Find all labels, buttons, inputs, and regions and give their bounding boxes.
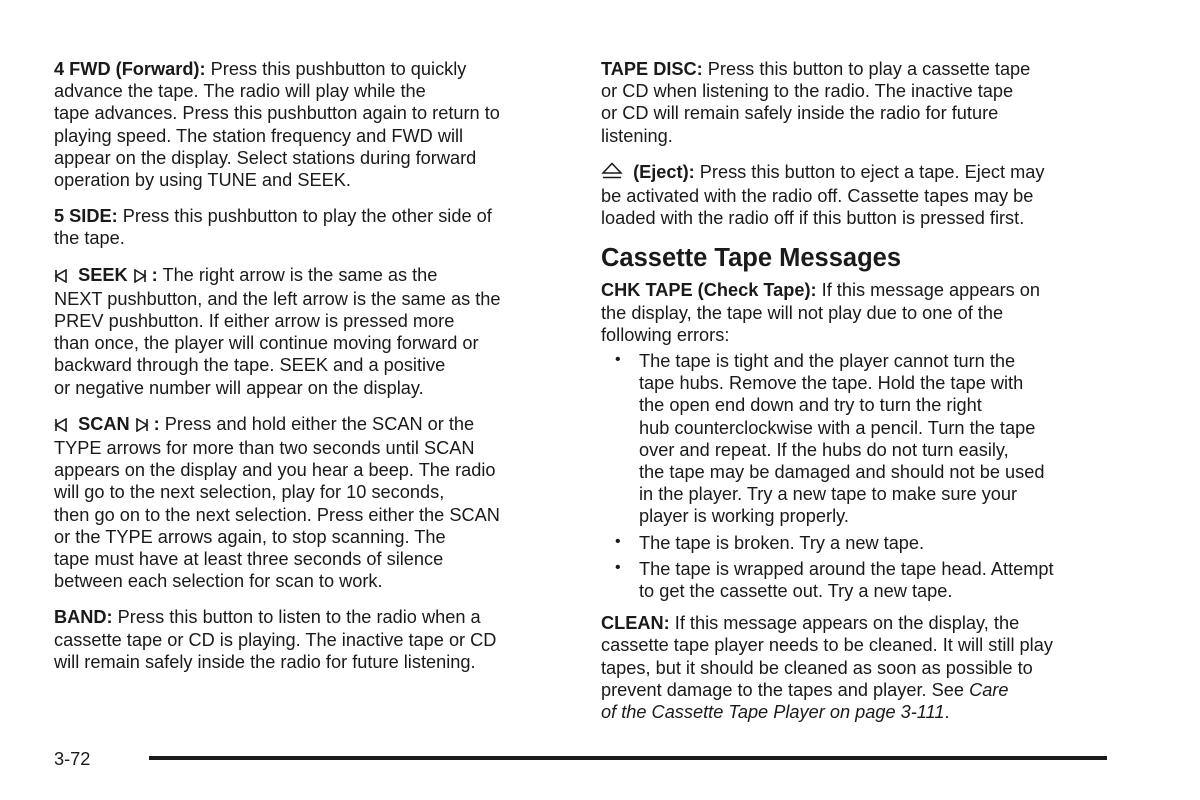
bullet-marker: • [615,532,621,550]
fwd-label: 4 FWD (Forward): [54,59,206,79]
bullet-marker: • [615,351,621,369]
clean-end: . [944,702,950,723]
right-column [601,58,1111,737]
eject-label: (Eject): [633,161,695,182]
scan-back-icon [54,415,68,437]
clean-paragraph [601,612,1111,723]
bullet-marker: • [615,558,621,576]
side-text: Press this pushbutton to play the other side of the tape. [54,206,492,249]
fwd-paragraph [54,58,564,191]
side-label: 5 SIDE: [54,206,118,227]
tape-disc-paragraph [601,58,1111,147]
left-column [54,58,564,687]
band-label: BAND: [54,607,113,628]
scan-label: SCAN [78,413,130,434]
clean-text: If this message appears on the display, the cassette tape player needs to be cleaned. It will still play tapes, but it should be cleaned as soon as possible to prevent damage to the tapes and player. See [601,613,1053,700]
chk-tape-label: CHK TAPE (Check Tape): [601,280,817,301]
scan-text: Press and hold either the SCAN or the TYPE arrows for more than two seconds until SCAN appears on the display and you hear a beep. The radio will go to the next selection, play for 10 seconds, then go on to the next selection. Press either the SCAN or the TYPE arrows again, to stop scanning. The tape must have at least three seconds of silence between each selection for scan to work. [54,413,500,592]
list-item [601,558,1111,602]
eject-paragraph [601,161,1111,230]
seek-colon: : [151,264,158,285]
scan-forward-icon [135,415,149,437]
list-item-text: The tape is broken. Try a new tape. [639,532,925,553]
fwd-text: Press this pushbutton to quickly advance the tape. The radio will play while the tape advances. Press this pushbutton again to return to playing speed. The station frequency and FWD will appear on the display. Select stations during forward operation by using TUNE and SEEK. [54,59,500,191]
eject-text: Press this button to eject a tape. Eject may be activated with the radio off. Cassette tapes may be loaded with the radio off if this button is pressed first. [601,161,1045,229]
seek-label: SEEK [78,264,128,285]
tape-disc-text: Press this button to play a cassette tape or CD when listening to the radio. The inactive tape or CD will remain safely inside the radio for future listening. [601,59,1031,146]
clean-label: CLEAN: [601,613,670,634]
list-item-text: The tape is wrapped around the tape head. Attempt to get the cassette out. Try a new tape. [639,558,1054,602]
eject-icon [601,162,623,185]
seek-paragraph [54,264,564,399]
seek-forward-icon [133,266,147,288]
chk-tape-text: If this message appears on the display, the tape will not play due to one of the following errors: [601,280,1041,345]
error-list [601,350,1111,602]
seek-text: The right arrow is the same as the NEXT pushbutton, and the left arrow is the same as the PREV pushbutton. If either arrow is pressed more than once, the player will continue moving forward or backward through the tape. SEEK and a positive or negative number will appear on the display. [54,264,501,398]
seek-back-icon [54,266,68,288]
scan-paragraph [54,413,564,593]
page-number: 3-72 [54,749,91,769]
list-item [601,350,1111,528]
tape-disc-label: TAPE DISC: [601,59,703,79]
side-paragraph [54,205,564,249]
clean-cross-reference: Care of the Cassette Tape Player on page 3-111 [601,679,1009,723]
scan-colon: : [153,413,160,434]
band-paragraph [54,606,564,673]
list-item [601,532,1111,554]
list-item-text: The tape is tight and the player cannot turn the tape hubs. Remove the tape. Hold the tape with the open end down and try to turn the right hub counterclockwise with a pencil. Turn the tape over and repeat. If the hubs do not turn easily, the tape may be damaged and should not be used in the player. Try a new tape to make sure your player is working properly. [639,351,1045,527]
band-text: Press this button to listen to the radio when a cassette tape or CD is playing. The inactive tape or CD will remain safely inside the radio for future listening. [54,607,497,672]
footer-rule [149,756,1107,760]
chk-tape-paragraph [601,279,1111,346]
section-heading: Cassette Tape Messages [601,244,902,273]
